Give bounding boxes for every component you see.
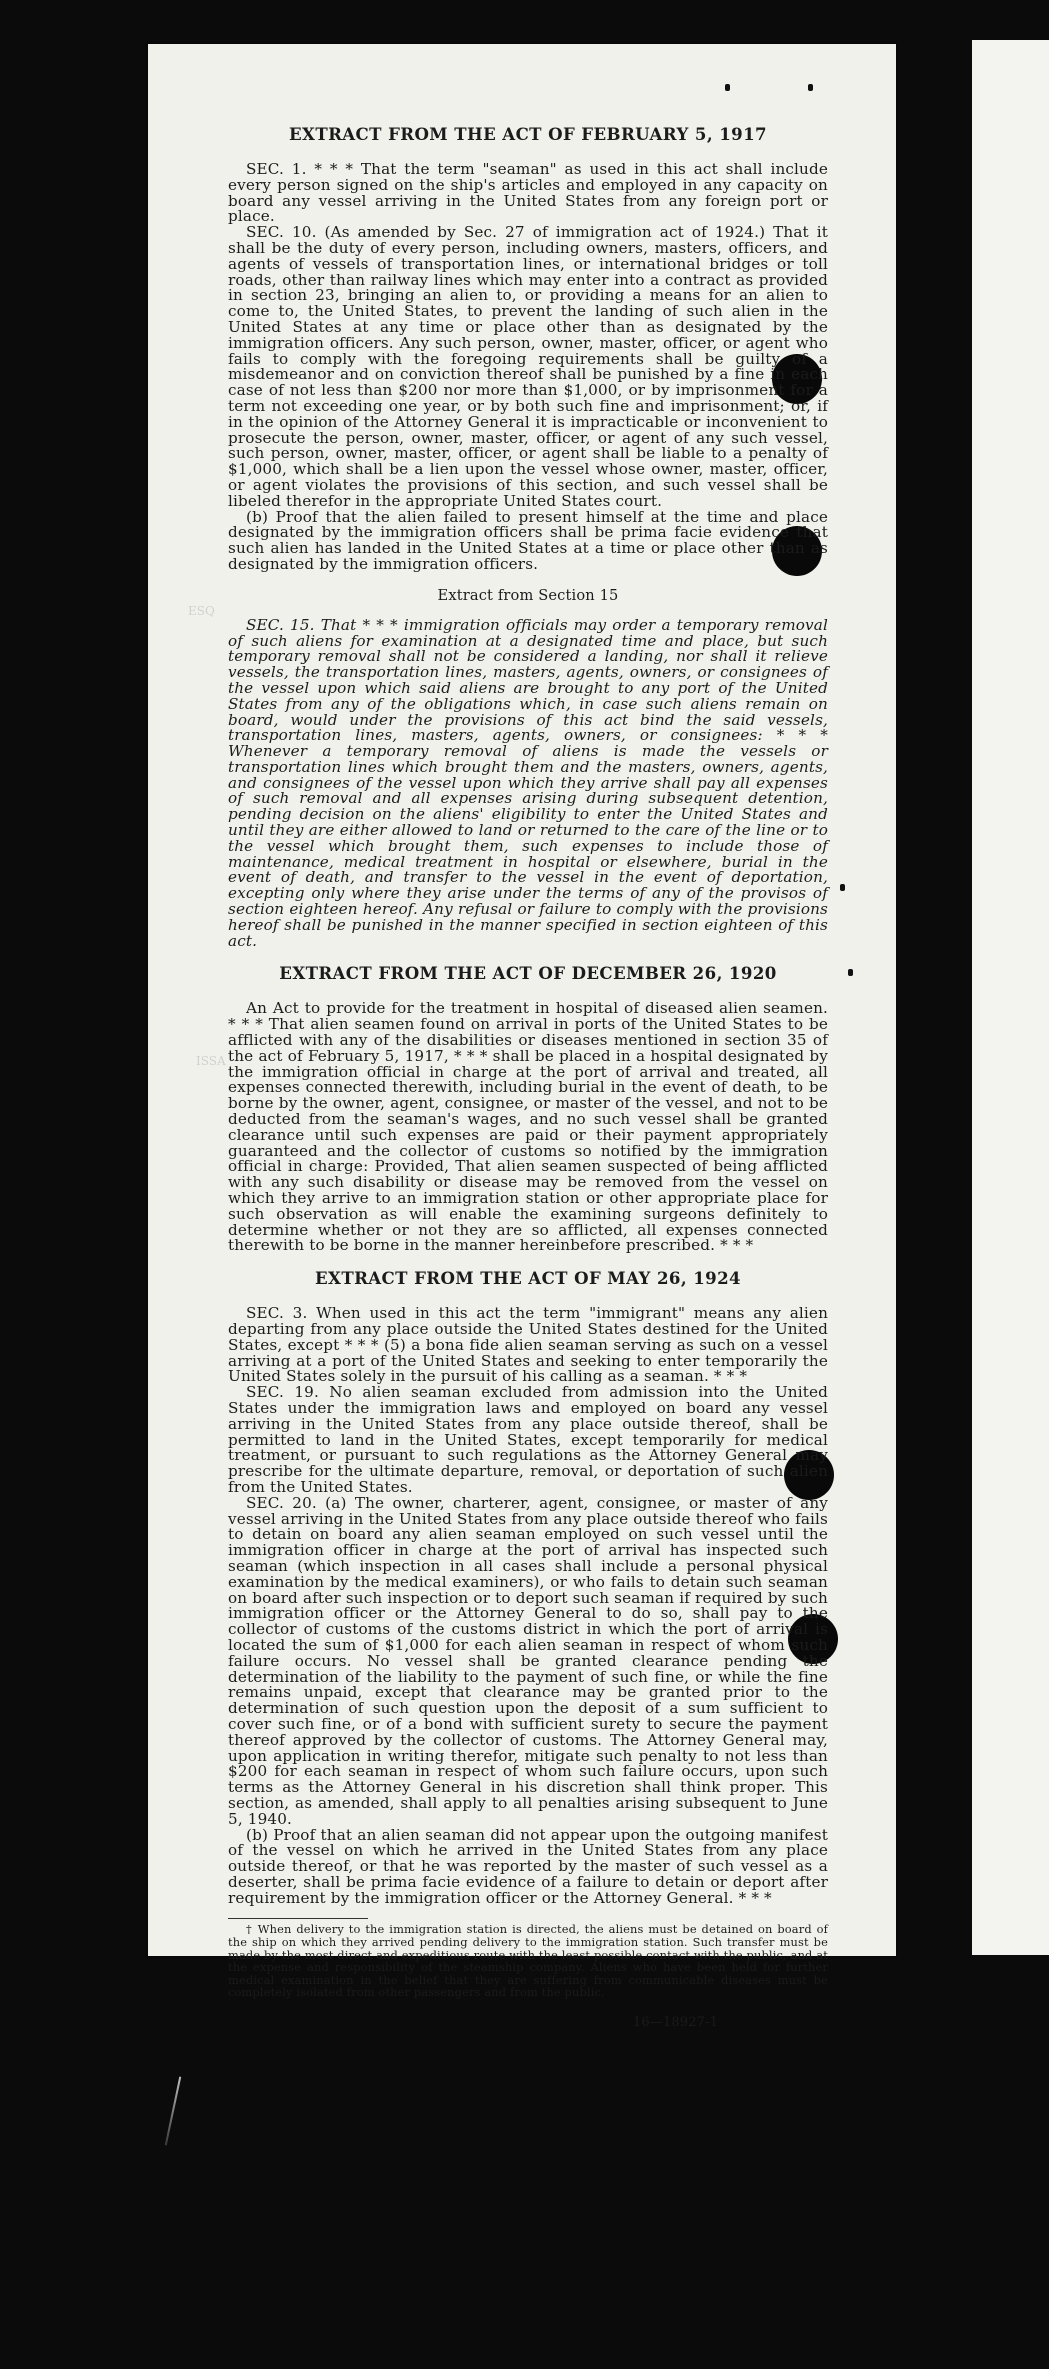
dust-speck (840, 884, 845, 891)
paragraph-sec-10-b: (b) Proof that the alien failed to present himself at the time and place designated by the immigration officers shall be prima facie evidence that such alien has landed in the United States at a time or place other than as designated by the immigration officers. (228, 507, 828, 573)
adjacent-page-edge (972, 40, 1049, 1955)
paragraph-sec-3: SEC. 3. When used in this act the term "immigrant" means any alien departing from any place outside the United States destined for the United States, except * * * (5) a bona fide alien seaman serving as such on a vessel arriving at a port of the United States and seeking to enter temporarily the United States solely in the pursuit of his calling as a seaman. * * * (228, 1304, 828, 1386)
paragraph-sec-15: SEC. 15. That * * * immigration officials may order a temporary removal of such aliens for examination at a designated time and place, but such temporary removal shall not be considered a landing, nor shall it relieve vessels, the transportation lines, masters, agents, owners, or consignees of the vessel upon which said aliens are brought to any port of the United States from any of the obligations which, in case such aliens remain on board, would under the provisions of this act bind the said vessels, transportation lines, masters, agents, owners, or consignees: * * * Whenever a temporary removal of aliens is made the vessels or transportation lines which brought them and the masters, owners, agents, and consignees of the vessel upon which they arrive shall pay all expenses of such removal and all expenses arising during subsequent detention, pending decision on the aliens' eligibility to enter the United States and until they are either allowed to land or returned to the care of the line or to the vessel which brought them, such expenses to include those of maintenance, medical treatment in hospital or elsewhere, burial in the event of death, and transfer to the vessel in the event of deportation, excepting only where they arise under the terms of any of the provisos of section eighteen hereof. Any refusal or failure to comply with the provisions hereof shall be punished in the manner specified in section eighteen of this act. (228, 615, 828, 950)
heading-section-15: Extract from Section 15 (437, 586, 619, 604)
footnote: † When delivery to the immigration station is directed, the aliens must be detained on board of the ship on which they arrived pending delivery to the immigration station. Such transfer must be made by the most direct and expeditious route with the least possible contact with the public, and at the expense and responsibility of the steamship company. Aliens who have been held for further medical examination in the belief that they are suffering from communicable diseases must be completely isolated from other passengers and from the public. (228, 1922, 828, 2000)
document-page (148, 44, 896, 2031)
dust-speck (808, 84, 813, 91)
film-scratch (165, 2077, 182, 2146)
paragraph-sec-19: SEC. 19. No alien seaman excluded from admission into the United States under the immigration laws and employed on board any vessel arriving in the United States from any place outside thereof, shall be permitted to land in the United States, except temporarily for medical treatment, or pursuant to such regulations as the Attorney General may prescribe for the ultimate departure, removal, or deportation of such alien from the United States. (228, 1383, 828, 1496)
footnote-divider (228, 1918, 368, 1919)
paragraph-sec-20-a: SEC. 20. (a) The owner, charterer, agent, consignee, or master of any vessel arriving in the United States from any place outside thereof who fails to detain on board any alien seaman employed on such vessel until the immigration officer in charge at the port of arrival has inspected such seaman (which inspection in all cases shall include a personal physical examination by the medical examiners), or who fails to detain such seaman on board after such inspection or to deport such seaman if required by such immigration officer or the Attorney General to do so, shall pay to the collector of customs of the customs district in which the port of arrival is located the sum of $1,000 for each alien seaman in respect of whom such failure occurs. No vessel shall be granted clearance pending the determination of the liability to the payment of such fine, or while the fine remains unpaid, except that clearance may be granted prior to the determination of such question upon the deposit of a sum sufficient to cover such fine, or of a bond with sufficient surety to secure the payment thereof approved by the collector of customs. The Attorney General may, upon application in writing therefor, mitigate such penalty to not less than $200 for each seaman in respect of whom such failure occurs, upon such terms as the Attorney General in his discretion shall think proper. This section, as amended, shall apply to all penalties arising subsequent to June 5, 1940. (228, 1493, 828, 1828)
bleed-through-mark: ISSA (196, 1054, 226, 1068)
paragraph-sec-20-b: (b) Proof that an alien seaman did not appear upon the outgoing manifest of the vessel on which he arrived in the United States from any place outside thereof, or that he was reported by the master of such vessel as a deserter, shall be prima facie evidence of a failure to detain or deport after requirement by the immigration officer or the Attorney General. * * * (228, 1825, 828, 1907)
heading-act-1920: EXTRACT FROM THE ACT OF DECEMBER 26, 1920 (279, 963, 777, 984)
document-body (228, 124, 828, 2031)
form-code: 16—18927-1 (632, 2015, 718, 2031)
paragraph-sec-10: SEC. 10. (As amended by Sec. 27 of immigration act of 1924.) That it shall be the duty of every person, including owners, masters, officers, and agents of vessels of transportation lines, or international bridges or toll roads, other than railway lines which may enter into a contract as provided in section 23, bringing an alien to, or providing a means for an alien to come to, the United States, to prevent the landing of such alien in the United States at any time or place other than as designated by the immigration officers. Any such person, owner, master, officer, or agent who fails to comply with the foregoing requirements shall be guilty of a misdemeanor and on conviction thereof shall be punished by a fine in each case of not less than $200 nor more than $1,000, or by imprisonment for a term not exceeding one year, or by both such fine and imprisonment; or, if in the opinion of the Attorney General it is impracticable or inconvenient to prosecute the person, owner, master, officer, or agent of any such vessel, such person, owner, master, officer, or agent shall be liable to a penalty of $1,000, which shall be a lien upon the vessel whose owner, master, officer, or agent violates the provisions of this section, and such vessel shall be libeled therefor in the appropriate United States court. (228, 223, 828, 510)
paragraph-act-1920: An Act to provide for the treatment in hospital of diseased alien seamen. * * * That alien seamen found on arrival in ports of the United States to be afflicted with any of the disabilities or diseases mentioned in section 35 of the act of February 5, 1917, * * * shall be placed in a hospital designated by the immigration official in charge at the port of arrival and treated, all expenses connected therewith, including burial in the event of death, to be borne by the owner, agent, consignee, or master of the vessel, and not to be deducted from the seaman's wages, and no such vessel shall be granted clearance until such expenses are paid or their payment appropriately guaranteed and the collector of customs so notified by the immigration official in charge: Provided, That alien seamen suspected of being afflicted with any such disability or disease may be removed from the vessel on which they arrive to an immigration station or other appropriate place for such observation as will enable the examining surgeons definitely to determine whether or not they are so afflicted, all expenses connected therewith to be borne in the manner hereinbefore prescribed. * * * (228, 999, 828, 1255)
bleed-through-mark: ESQ (188, 604, 215, 618)
paragraph-sec-1: SEC. 1. * * * That the term "seaman" as used in this act shall include every person signed on the ship's articles and employed in any capacity on board any vessel arriving in the United States from any foreign port or place. (228, 160, 828, 226)
dust-speck (725, 84, 730, 91)
heading-act-1924: EXTRACT FROM THE ACT OF MAY 26, 1924 (315, 1268, 741, 1289)
heading-act-1917: EXTRACT FROM THE ACT OF FEBRUARY 5, 1917 (289, 124, 767, 144)
dust-speck (848, 969, 853, 976)
